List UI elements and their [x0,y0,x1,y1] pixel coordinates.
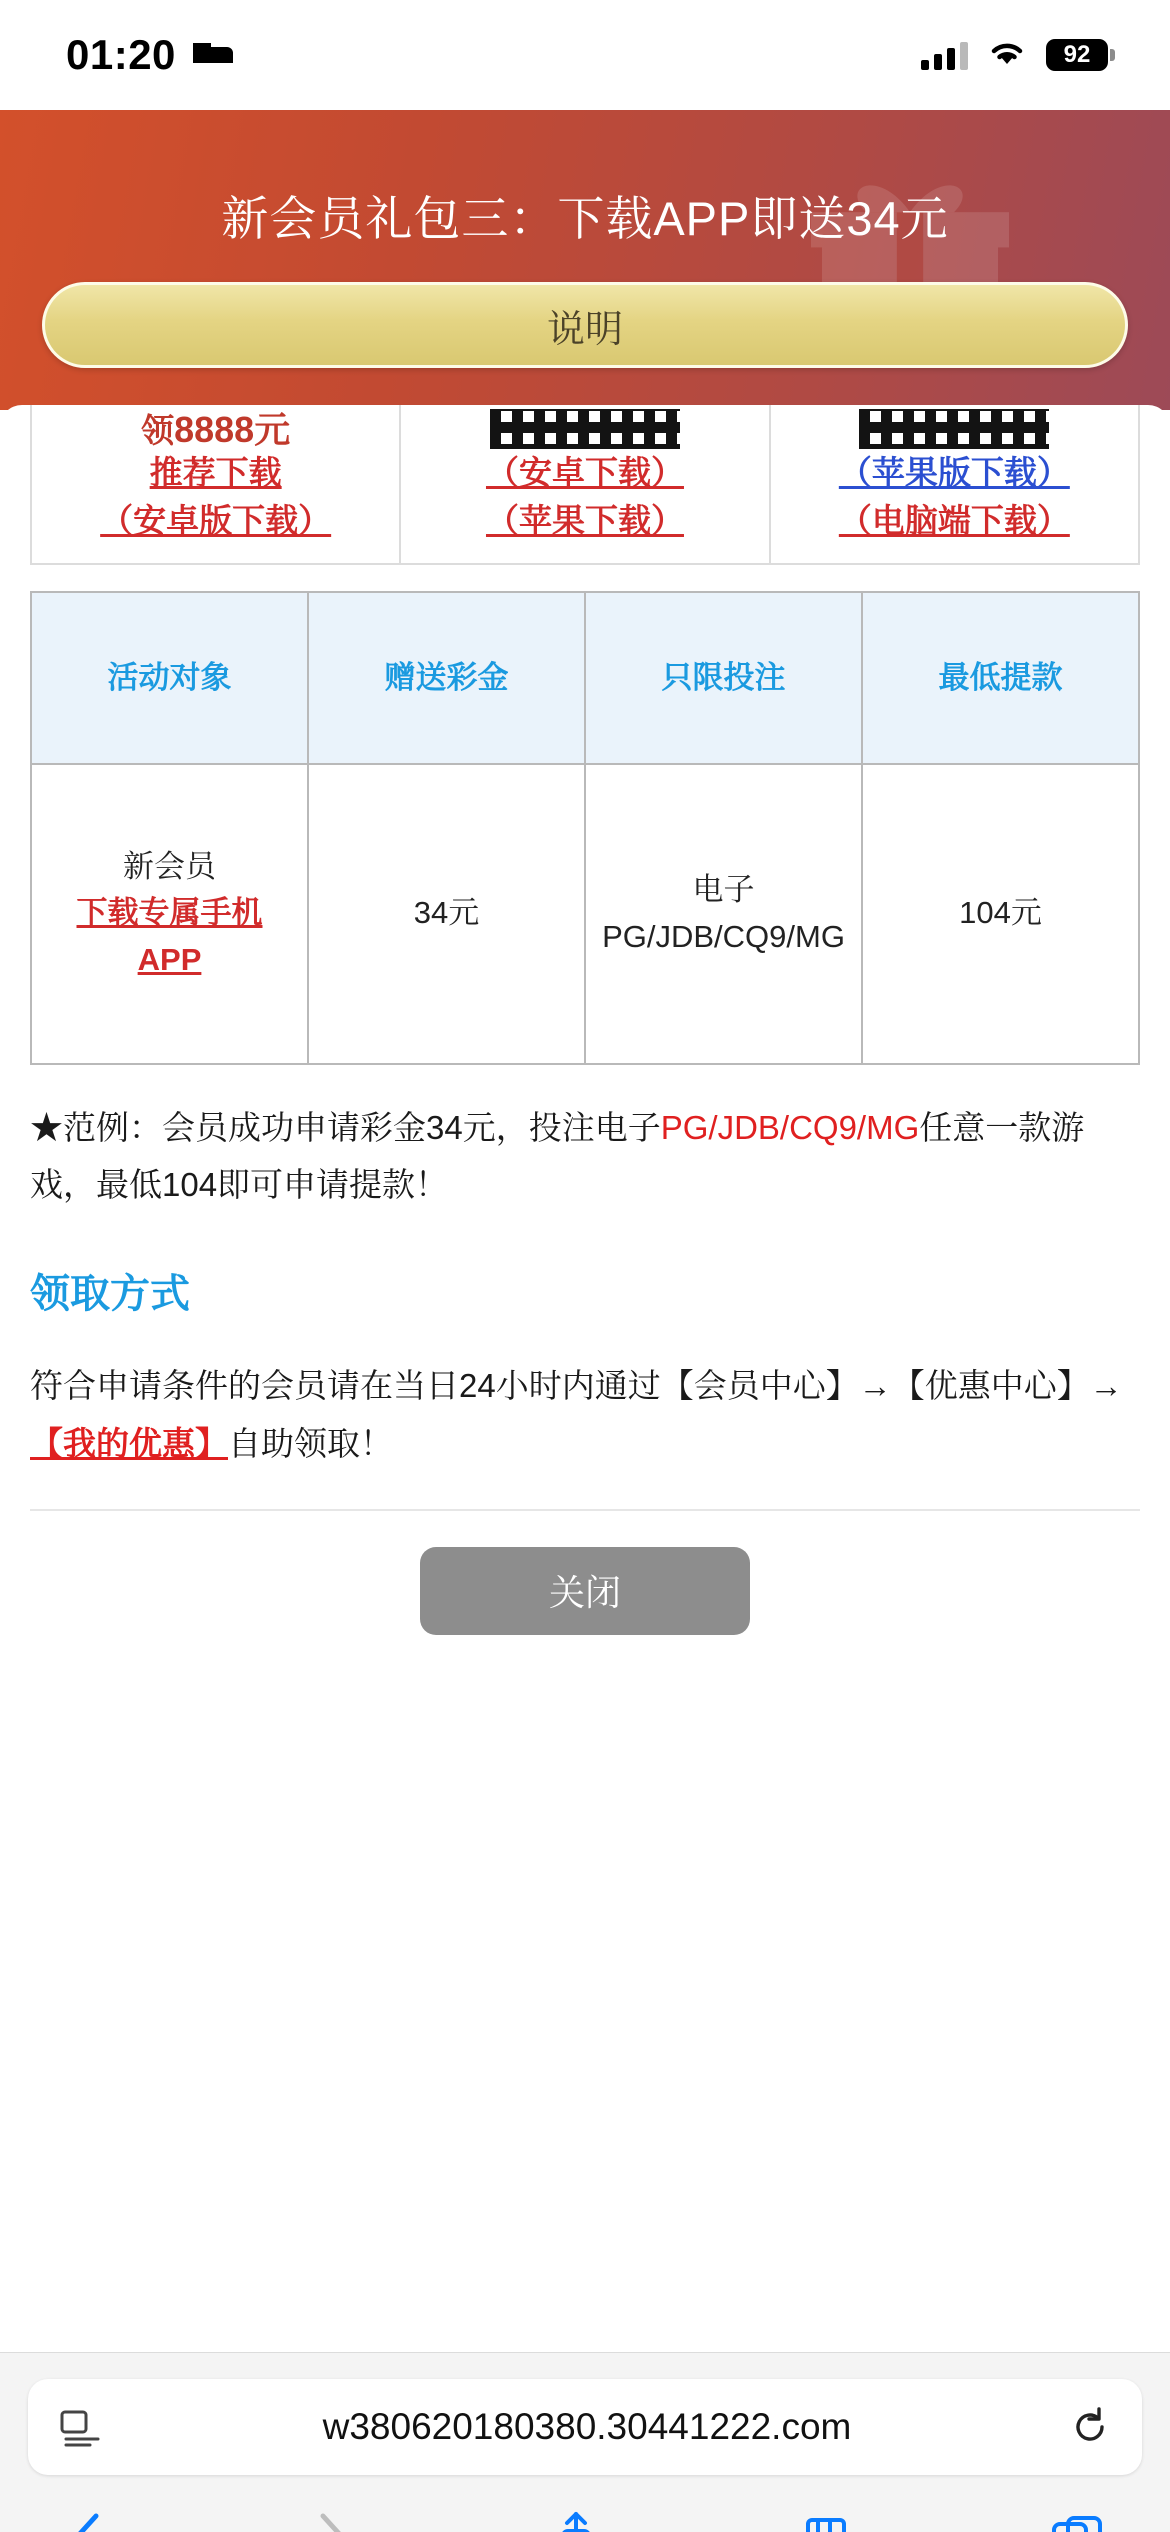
cell-target-line3: APP [137,941,202,977]
status-bar [0,0,1170,110]
qr-code-icon [490,409,680,449]
promo-amount-line [141,411,290,449]
claim-part2: 自助领取！ [228,1424,393,1462]
header-min-withdraw: 最低提款 [862,592,1139,764]
link-ios-download[interactable]: （苹果下载） [485,501,684,539]
claim-part1: 符合申请条件的会员请在当日24小时内通过【会员中心】→【优惠中心】→ [30,1367,1123,1405]
page-root [0,110,1170,2532]
download-table [30,405,1140,565]
promo-details-table [30,591,1140,1065]
promo-amount: 8888元 [174,409,291,449]
footer-actions [30,1511,1140,1635]
browser-toolbar [0,2475,1170,2532]
cell-target-line1: 新会员 [123,848,216,884]
browser-bottom-bar [0,2352,1170,2532]
tabs-icon[interactable] [1050,2512,1104,2532]
cell-min-withdraw: 104元 [862,764,1139,1064]
status-bar-right [921,37,1108,74]
forward-chevron-icon [309,2510,353,2532]
header-games: 只限投注 [585,592,862,764]
url-text[interactable]: w380620180380.30441222.com [322,2406,852,2447]
qr-code-icon [859,409,1049,449]
cell-bonus: 34元 [308,764,585,1064]
cell-games [585,764,862,1064]
promo-prefix: 领 [141,412,175,449]
promo-banner [38,409,393,449]
download-cell-qr-1 [400,405,769,564]
link-android-version-download[interactable]: （安卓版下载） [100,501,332,539]
link-recommend-download[interactable]: 推荐下载 [149,454,282,491]
bed-icon [190,37,236,74]
cellular-signal-icon [921,40,968,70]
status-bar-left [66,31,236,79]
cell-games-line2: PG/JDB/CQ9/MG [602,918,845,954]
table-row [31,405,1139,564]
qr-code-ios [777,409,1132,449]
qr-code-android [407,409,762,449]
claim-highlight[interactable]: 【我的优惠】 [30,1424,228,1462]
close-button[interactable]: 关闭 [420,1547,750,1635]
header-bonus: 赠送彩金 [308,592,585,764]
reader-view-icon[interactable] [58,2406,106,2448]
battery-indicator: 92 [1046,39,1108,71]
instructions-button[interactable]: 说明 [42,282,1128,368]
cell-target [31,764,308,1064]
claim-section-title: 领取方式 [30,1272,190,1317]
status-time: 01:20 [66,31,176,78]
wifi-icon [986,37,1028,74]
promo-title: 新会员礼包三：下载APP即送34元 [221,192,949,245]
example-paragraph [30,1099,1140,1215]
link-android-download[interactable]: （安卓下载） [485,454,684,491]
example-part2: 任意一款游戏，最低104即可申请提款！ [30,1108,1085,1204]
link-ios-version-download[interactable]: （苹果版下载） [838,454,1070,491]
content-area [0,405,1170,1635]
download-cell-qr-2 [770,405,1139,564]
content-sheet [0,405,1170,2532]
table-header-row [31,592,1139,764]
bookmarks-icon[interactable] [800,2512,852,2532]
reload-icon[interactable] [1068,2405,1112,2449]
cell-target-line2: 下载专属手机 [76,895,263,931]
link-pc-download[interactable]: （电脑端下载） [838,501,1070,539]
share-icon[interactable] [551,2509,601,2532]
cell-games-line1: 电子 [692,872,755,908]
promo-header [0,110,1170,410]
header-target: 活动对象 [31,592,308,764]
table-row [31,764,1139,1064]
example-highlight: PG/JDB/CQ9/MG [660,1108,920,1146]
download-cell-recommend [31,405,400,564]
url-bar[interactable] [28,2379,1142,2475]
example-part1: ★范例：会员成功申请彩金34元，投注电子 [30,1108,661,1146]
claim-paragraph [30,1357,1140,1473]
back-chevron-icon[interactable] [66,2510,110,2532]
